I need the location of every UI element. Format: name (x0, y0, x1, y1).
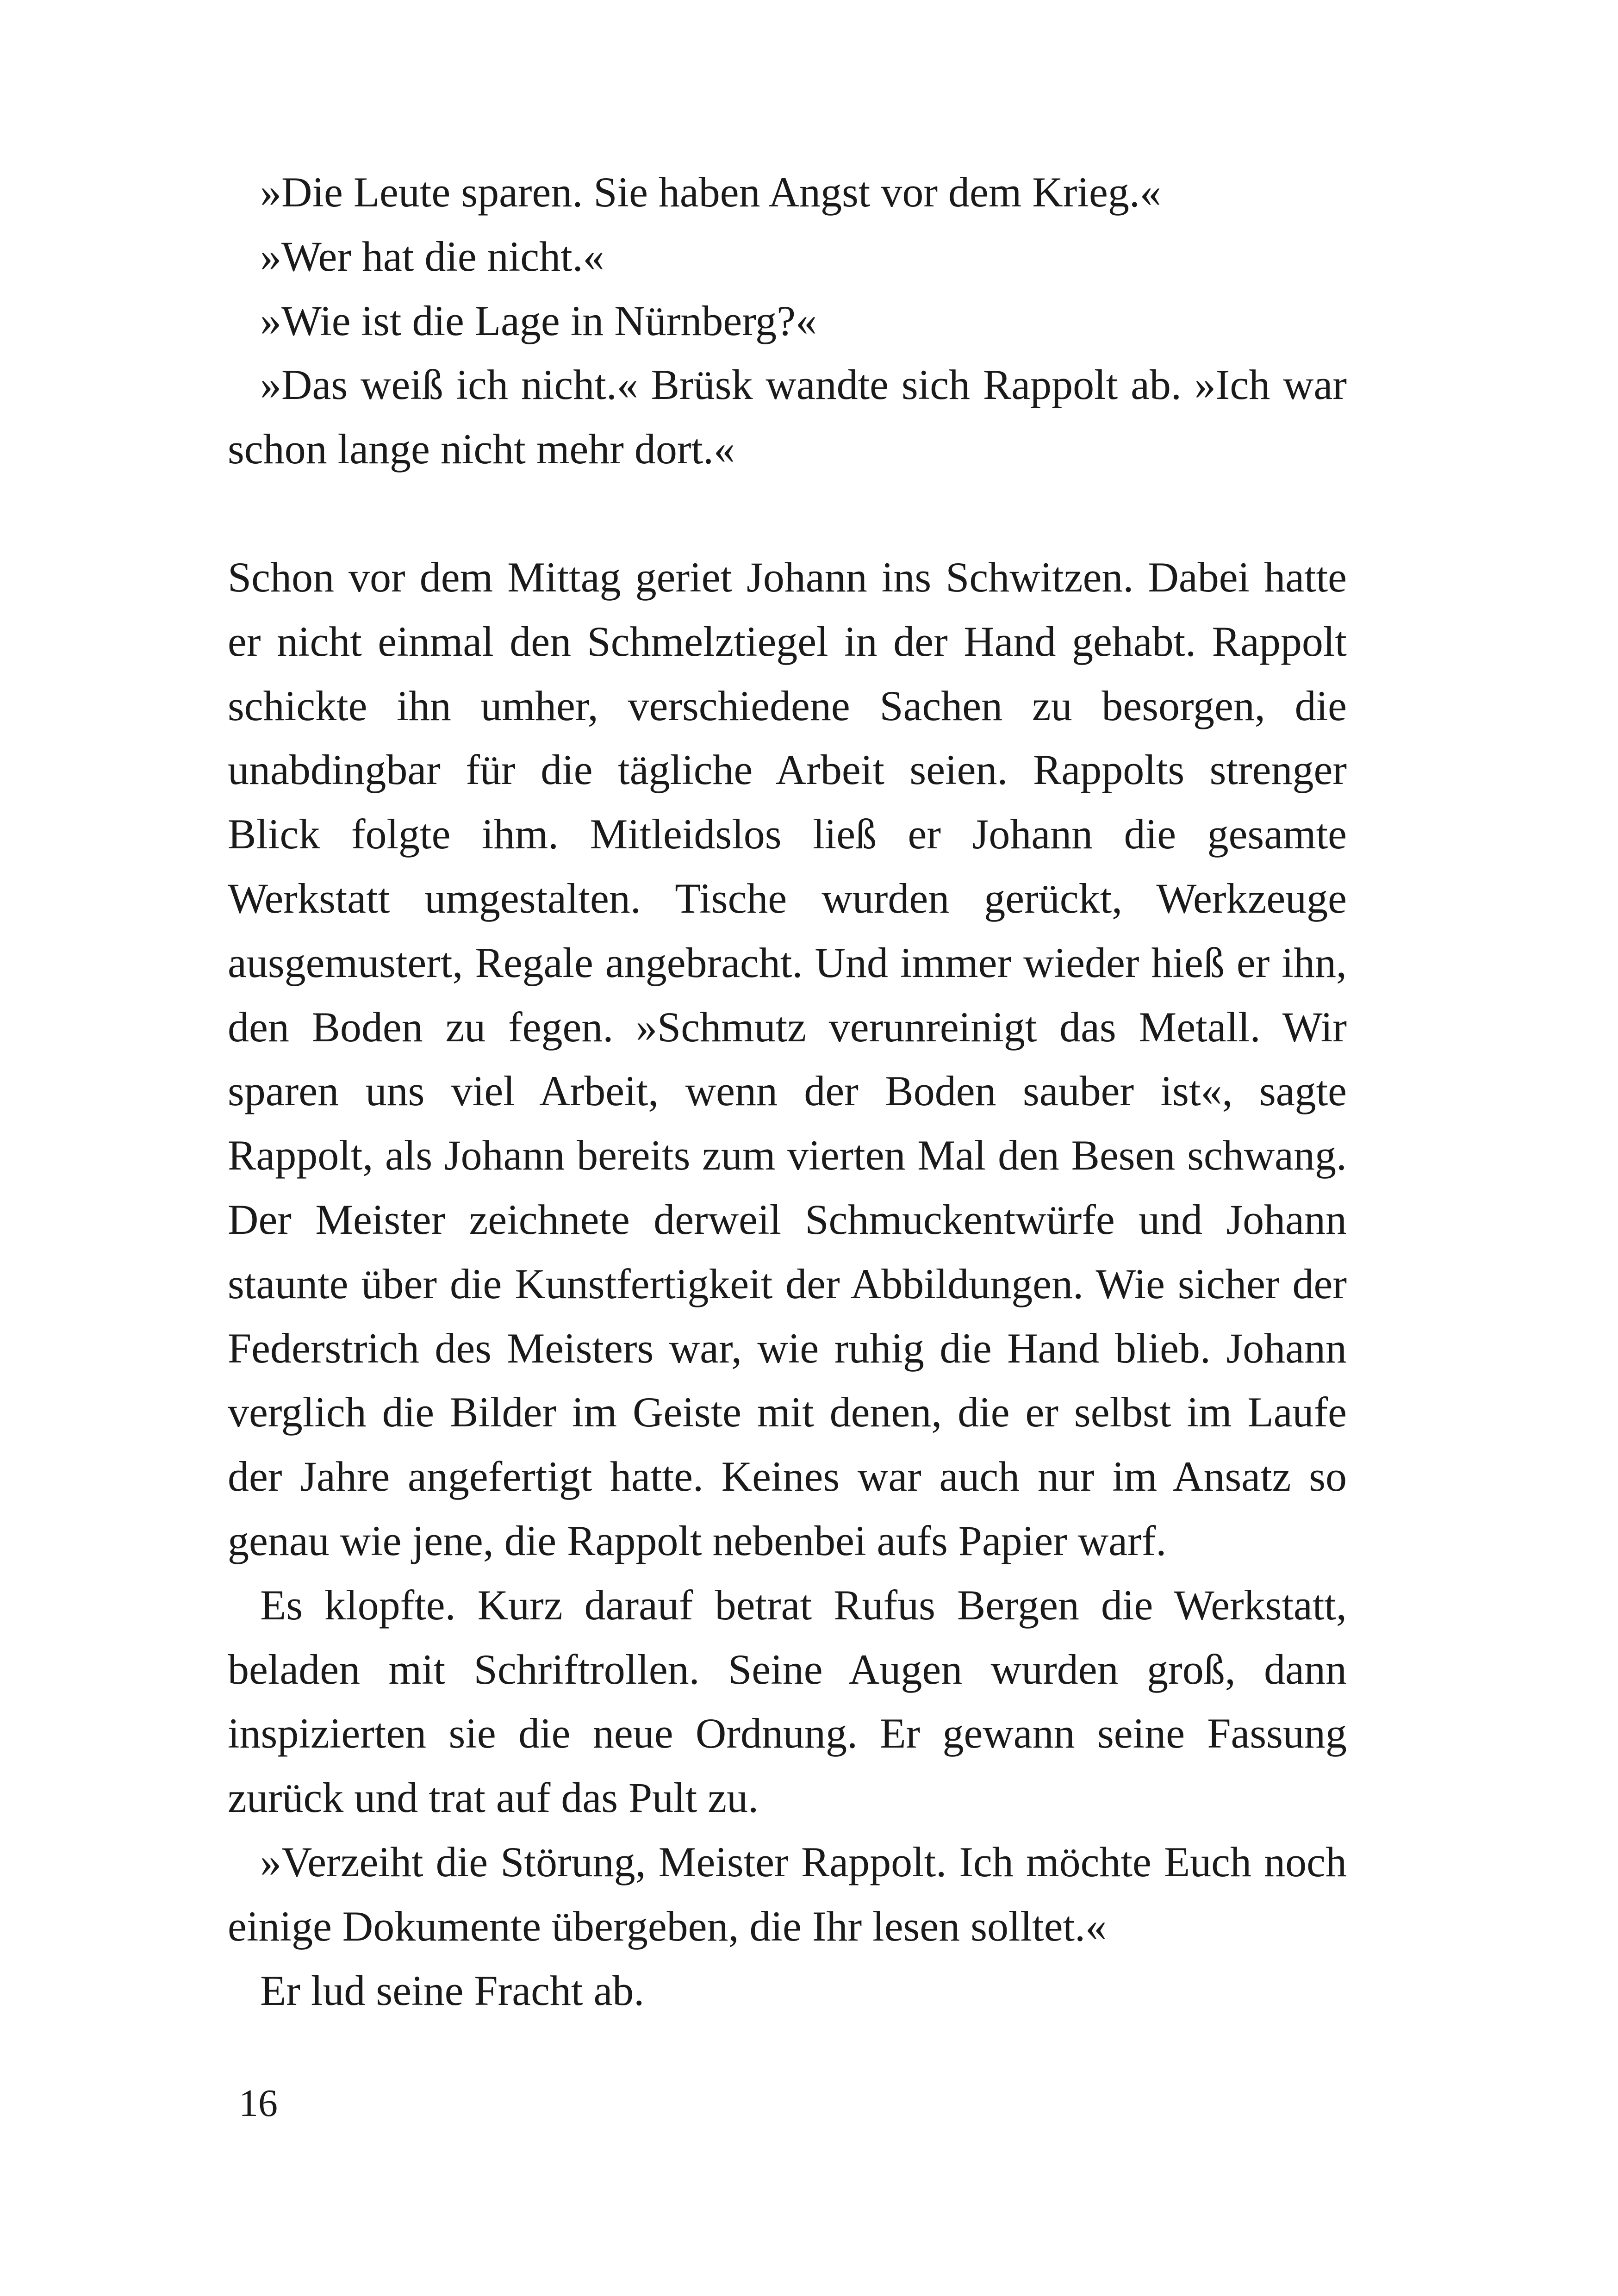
narrative-paragraph: »Verzeiht die Störung, Meister Rappolt. Ich möchte Euch noch einige Dokumente übergeben, die Ihr lesen solltet.« (228, 1838, 1347, 1950)
narrative-section (228, 545, 1347, 2022)
narrative-paragraph: Er lud seine Fracht ab. (260, 1966, 645, 2014)
dialog-paragraph: »Das weiß ich nicht.« Brüsk wandte sich Rappolt ab. »Ich war schon lange nicht mehr dort.« (228, 361, 1347, 473)
dialog-paragraph: »Wer hat die nicht.« (260, 232, 604, 280)
dialog-paragraph: »Die Leute sparen. Sie haben Angst vor dem Krieg.« (260, 168, 1161, 216)
dialog-paragraph: »Wie ist die Lage in Nürnberg?« (260, 297, 817, 344)
page-number: 16 (239, 2082, 278, 2125)
narrative-paragraph: Schon vor dem Mittag geriet Johann ins Schwitzen. Dabei hatte er nicht einmal den Schmelztiegel in der Hand gehabt. Rappolt schickte ihn umher, verschiedene Sachen zu besorgen, die unabdingbar für die tägliche Arbeit seien. Rappolts strenger Blick folgte ihm. Mitleidslos ließ er Johann die gesamte Werkstatt umgestalten. Tische wurden gerückt, Werkzeuge ausgemustert, Regale angebracht. Und immer wieder hieß er ihn, den Boden zu fegen. »Schmutz verunreinigt das Metall. Wir sparen uns viel Arbeit, wenn der Boden sauber ist«, sagte Rappolt, als Johann bereits zum vierten Mal den Besen schwang. Der Meister zeichnete derweil Schmuckentwürfe und Johann staunte über die Kunstfertigkeit der Abbildungen. Wie sicher der Federstrich des Meisters war, wie ruhig die Hand blieb. Johann verglich die Bilder im Geiste mit denen, die er selbst im Laufe der Jahre angefertigt hatte. Keines war auch nur im Ansatz so genau wie jene, die Rappolt nebenbei aufs Papier warf. (228, 554, 1347, 1564)
dialog-section (228, 160, 1347, 481)
narrative-paragraph: Es klopfte. Kurz darauf betrat Rufus Bergen die Werkstatt, beladen mit Schriftrollen. Seine Augen wurden groß, dann inspizierten sie die neue Ordnung. Er gewann seine Fassung zurück und trat auf das Pult zu. (228, 1581, 1347, 1822)
